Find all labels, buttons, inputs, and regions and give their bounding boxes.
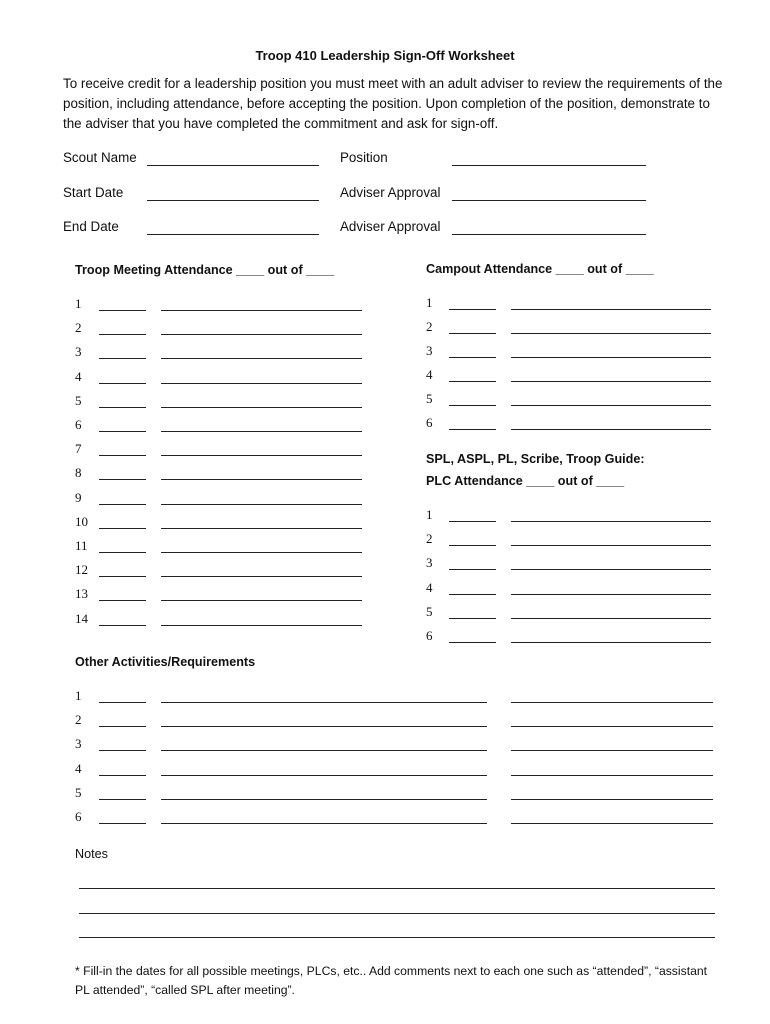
troop-meeting-row-number: 11	[75, 538, 88, 553]
intro-paragraph: To receive credit for a leadership position you must meet with an adult adviser to review the requirements of the position, including attendance, before accepting the position. Upon completion of the position, demonstrate to the adviser that you have completed the commitment and ask for sign-off.	[63, 76, 723, 131]
troop-meeting-date-field[interactable]	[99, 528, 146, 529]
plc-row-number: 3	[426, 555, 433, 571]
notes-label: Notes	[75, 847, 108, 861]
troop-meeting-comment-field[interactable]	[161, 600, 362, 601]
troop-meeting-comment-field[interactable]	[161, 407, 362, 408]
troop-meeting-comment-field[interactable]	[161, 383, 362, 384]
position-field[interactable]	[452, 165, 646, 166]
plc-comment-field[interactable]	[511, 521, 711, 522]
other-activity-row-number: 6	[75, 809, 82, 824]
other-activity-date-field[interactable]	[99, 702, 146, 703]
troop-meeting-comment-field[interactable]	[161, 552, 362, 553]
end-date-field[interactable]	[147, 234, 319, 235]
other-activity-date-field[interactable]	[99, 750, 146, 751]
campout-row-number: 1	[426, 295, 433, 310]
plc-comment-field[interactable]	[511, 618, 711, 619]
plc-comment-field[interactable]	[511, 594, 711, 595]
troop-meeting-date-field[interactable]	[99, 455, 146, 456]
troop-meeting-date-field[interactable]	[99, 383, 146, 384]
troop-meeting-row-number: 4	[75, 368, 82, 384]
other-activity-comment-field[interactable]	[511, 702, 713, 703]
campout-date-field[interactable]	[449, 381, 496, 382]
campout-comment-field[interactable]	[511, 405, 711, 406]
troop-meeting-comment-field[interactable]	[161, 528, 362, 529]
troop-meeting-comment-field[interactable]	[161, 576, 362, 577]
other-activity-row-number: 2	[75, 712, 82, 728]
troop-meeting-comment-field[interactable]	[161, 455, 362, 456]
troop-meeting-row-number: 2	[75, 320, 82, 336]
start-date-label: Start Date	[63, 185, 124, 200]
troop-meeting-comment-field[interactable]	[161, 358, 362, 359]
plc-heading-line2: PLC Attendance ____ out of ____	[426, 474, 625, 488]
troop-meeting-row-number: 12	[75, 562, 88, 578]
campout-comment-field[interactable]	[511, 357, 711, 358]
campout-comment-field[interactable]	[511, 333, 711, 334]
plc-row-number: 6	[426, 628, 433, 643]
other-activity-comment-field[interactable]	[161, 726, 487, 727]
other-activity-row-number: 3	[75, 736, 82, 752]
troop-meeting-comment-field[interactable]	[161, 334, 362, 335]
campout-date-field[interactable]	[449, 333, 496, 334]
troop-meeting-row-number: 10	[75, 513, 88, 529]
campout-comment-field[interactable]	[511, 381, 711, 382]
troop-meeting-date-field[interactable]	[99, 358, 146, 359]
campout-row-number: 5	[426, 391, 433, 406]
plc-row-number: 5	[426, 603, 433, 619]
troop-meeting-row-number: 3	[75, 344, 82, 360]
troop-meeting-date-field[interactable]	[99, 504, 146, 505]
troop-meeting-date-field[interactable]	[99, 576, 146, 577]
other-activity-row-number: 1	[75, 688, 82, 703]
adviser-approval-label-1: Adviser Approval	[340, 185, 441, 200]
troop-meeting-date-field[interactable]	[99, 552, 146, 553]
troop-meeting-row-number: 8	[75, 465, 82, 481]
plc-heading-line1: SPL, ASPL, PL, Scribe, Troop Guide:	[426, 452, 645, 466]
start-date-field[interactable]	[147, 200, 319, 201]
campout-date-field[interactable]	[449, 429, 496, 430]
troop-meeting-date-field[interactable]	[99, 625, 146, 626]
plc-date-field[interactable]	[449, 545, 496, 546]
troop-meeting-row-number: 1	[75, 296, 82, 311]
campout-row-number: 3	[426, 343, 433, 358]
campout-comment-field[interactable]	[511, 309, 711, 310]
troop-meeting-heading: Troop Meeting Attendance ____ out of ____	[75, 263, 335, 277]
other-activity-comment-field[interactable]	[161, 799, 487, 800]
other-activity-date-field[interactable]	[99, 823, 146, 824]
plc-row-number: 2	[426, 531, 433, 547]
other-activity-comment-field[interactable]	[511, 799, 713, 800]
campout-row-number: 2	[426, 319, 433, 334]
campout-row-number: 4	[426, 367, 433, 382]
position-label: Position	[340, 150, 388, 165]
scout-name-label: Scout Name	[63, 150, 137, 165]
other-activity-date-field[interactable]	[99, 775, 146, 776]
adviser-approval-field-2[interactable]	[452, 234, 646, 235]
plc-date-field[interactable]	[449, 521, 496, 522]
campout-comment-field[interactable]	[511, 429, 711, 430]
other-activity-comment-field[interactable]	[161, 823, 487, 824]
plc-date-field[interactable]	[449, 594, 496, 595]
other-activities-heading: Other Activities/Requirements	[75, 655, 256, 669]
end-date-label: End Date	[63, 219, 119, 234]
plc-date-field[interactable]	[449, 569, 496, 570]
troop-meeting-row-number: 9	[75, 489, 82, 505]
adviser-approval-field-1[interactable]	[452, 200, 646, 201]
troop-meeting-row-number: 7	[75, 441, 82, 457]
other-activity-row-number: 5	[75, 784, 82, 800]
troop-meeting-date-field[interactable]	[99, 310, 146, 311]
troop-meeting-date-field[interactable]	[99, 334, 146, 335]
other-activity-comment-field[interactable]	[511, 775, 713, 776]
other-activity-comment-field[interactable]	[511, 750, 713, 751]
other-activity-comment-field[interactable]	[161, 775, 487, 776]
troop-meeting-comment-field[interactable]	[161, 479, 362, 480]
plc-comment-field[interactable]	[511, 642, 711, 643]
other-activity-comment-field[interactable]	[161, 750, 487, 751]
troop-meeting-date-field[interactable]	[99, 431, 146, 432]
plc-comment-field[interactable]	[511, 569, 711, 570]
troop-meeting-row-number: 5	[75, 392, 82, 408]
other-activity-comment-field[interactable]	[511, 726, 713, 727]
scout-name-field[interactable]	[147, 165, 319, 166]
other-activity-date-field[interactable]	[99, 726, 146, 727]
plc-date-field[interactable]	[449, 618, 496, 619]
campout-date-field[interactable]	[449, 357, 496, 358]
troop-meeting-date-field[interactable]	[99, 407, 146, 408]
troop-meeting-comment-field[interactable]	[161, 504, 362, 505]
other-activity-date-field[interactable]	[99, 799, 146, 800]
plc-row-number: 4	[426, 579, 433, 595]
notes-line[interactable]	[79, 888, 715, 889]
troop-meeting-comment-field[interactable]	[161, 310, 362, 311]
troop-meeting-date-field[interactable]	[99, 600, 146, 601]
plc-comment-field[interactable]	[511, 545, 711, 546]
campout-heading: Campout Attendance ____ out of ____	[426, 262, 654, 276]
other-activity-comment-field[interactable]	[161, 702, 487, 703]
plc-date-field[interactable]	[449, 642, 496, 643]
footnote: * Fill-in the dates for all possible meetings, PLCs, etc.. Add comments next to each one such as “attended”, “assistant PL attended”, “called SPL after meeting”.	[75, 964, 708, 997]
worksheet-title: Troop 410 Leadership Sign-Off Worksheet	[255, 48, 515, 63]
other-activity-row-number: 4	[75, 760, 82, 776]
other-activity-comment-field[interactable]	[511, 823, 713, 824]
campout-date-field[interactable]	[449, 309, 496, 310]
troop-meeting-row-number: 13	[75, 586, 88, 602]
troop-meeting-comment-field[interactable]	[161, 625, 362, 626]
adviser-approval-label-2: Adviser Approval	[340, 219, 441, 234]
plc-row-number: 1	[426, 507, 433, 522]
troop-meeting-row-number: 14	[75, 610, 88, 626]
troop-meeting-comment-field[interactable]	[161, 431, 362, 432]
campout-date-field[interactable]	[449, 405, 496, 406]
troop-meeting-date-field[interactable]	[99, 479, 146, 480]
notes-line[interactable]	[79, 937, 715, 938]
notes-line[interactable]	[79, 913, 715, 914]
campout-row-number: 6	[426, 415, 433, 430]
troop-meeting-row-number: 6	[75, 417, 82, 432]
